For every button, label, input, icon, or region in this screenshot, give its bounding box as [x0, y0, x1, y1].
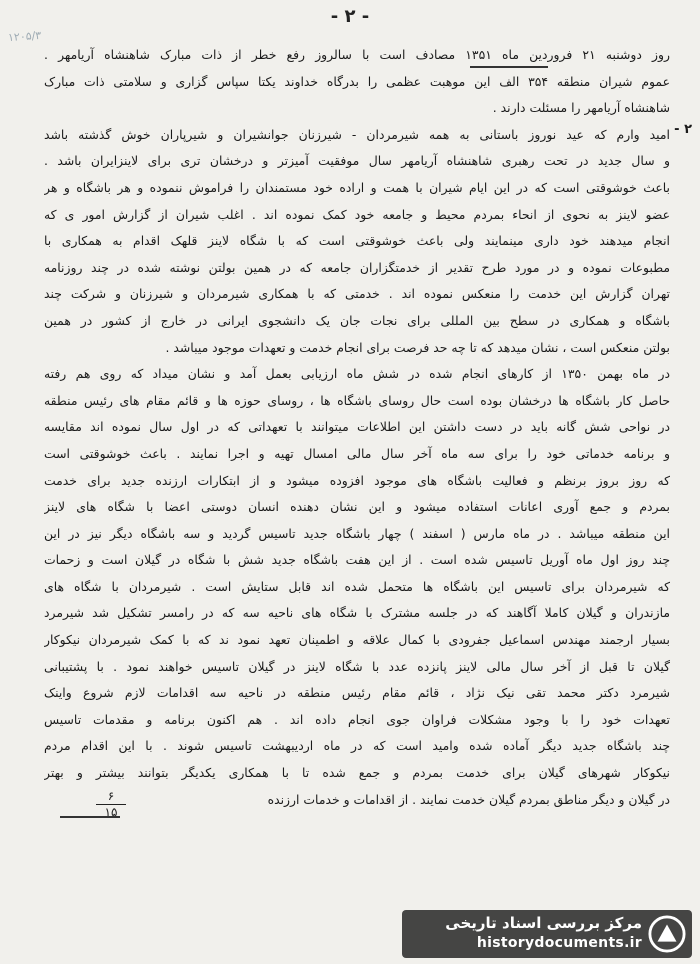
text-line: مطبوعات نموده و در مورد طرح تقدیر از خدمتگزاران جامعه که در همین بولتن نوشته شده در چند روزنامه — [44, 259, 670, 275]
watermark-url: historydocuments.ir — [476, 935, 642, 951]
text-line: نیکوکار شهرهای گیلان برای خدمت بمردم و جمع شده تا با همکاری یکدیگر بتوانند بیشتر و بهتر — [44, 765, 670, 781]
text-line: حاصل کار باشگاه ها درخشان بوده است حال روسای باشگاه ها ، روسای حوزه ها و قائم مقام های رئیس منطقه — [44, 392, 670, 408]
text-line: باشگاه و همکاری در سطح بین المللی برای نجات جان یک دانشجوی ایرانی در خارج از کشور در همین — [44, 312, 670, 328]
text-line: شیرمرد دکتر محمد تقی نیک نژاد ، قائم مقام رئیس منطقه در ناحیه سه اقدامات لازم شروع واینک — [44, 685, 670, 701]
archive-watermark — [402, 910, 692, 958]
text-line: تعهدات خود را با وجود مشکلات فراوان جوی انجام داده اند . هم اکنون برنامه و مقدمات تاسیس — [44, 711, 670, 727]
text-line: عموم شیران منطقه ۳۵۴ الف این موهبت عظمی را بدرگاه خداوند یکتا سپاس گزاری و سلامتی ذات مبارک — [44, 73, 670, 89]
text-line: بمردم و جمع آوری اعانات استفاده میشود و این نشان دهنده انسان دوستی اعضا با شگاه های لاینز — [44, 499, 670, 515]
text-line: که شیرمردان برای تاسیس این باشگاه ها متحمل شده اند قابل ستایش است . شیرمردان با شگاه های — [44, 578, 670, 594]
text-line: عضو لاینز به نحوی از انحاء بمردم محیط و جامعه خود کمک نموده اند . اغلب شیران از گزارش امور ی که — [44, 206, 670, 222]
text-line: چند باشگاه جدید دیگر آماده شده وامید است که در ماه اردیبهشت تاسیس شوند . با این اقدام مردم — [44, 738, 670, 754]
text-line: در ماه بهمن ۱۳۵۰ از کارهای انجام شده در شش ماه ارزیابی بعمل آمد و نشان میداد که روی هم رفته — [44, 366, 670, 382]
text-line: بسیار ارجمند مهندس اسماعیل جفرودی با کمال علاقه و اطمینان تعهد نمود ند که با کمک شیرمردان نیکوکار — [44, 632, 670, 648]
text-line: در نواحی شش گانه باید در دست داشتن این اطلاعات میتوانند با تعهداتی که در اول سال نموده اند مقایسه — [44, 419, 670, 435]
watermark-title: مرکز بررسی اسناد تاریخی — [445, 914, 642, 932]
page-fraction — [96, 790, 126, 819]
text-line: تهران گزارش این خدمت را منعکس نموده اند . خدمتی که با همکاری شیرمردان و شیرزنان و شرکت چند — [44, 286, 670, 302]
fraction-top: ۶ — [107, 789, 115, 803]
archive-logo-icon — [648, 915, 686, 953]
text-line: چند روز اول ماه آوریل تاسیس شده است . از این هفت باشگاه جدید شش با شگاه در گیلان است و زحمات — [44, 552, 670, 568]
text-line: گیلان تا قبل از آخر سال مالی لاینز پانزده عدد با شگاه لاینز در گیلان تاسیس خواهند نمود . با پشتیبانی — [44, 658, 670, 674]
text-line: روز دوشنبه ۲۱ فروردین ماه ۱۳۵۱ مصادف است با سالروز رفع خطر از ذات مبارک شاهنشاه آریامهر . — [44, 47, 670, 62]
text-line: انجام میدهند خود داری مینمایند ولی باعث خوشوقتی است که با شگاه لاینز قلهک اقدام به همکاری با — [44, 233, 670, 249]
text-line: باعث خوشوقتی است که در این ایام شیران با همت و اراده خود مستمندان را فراموش ننموده و هر باشگاه و هر — [44, 179, 670, 195]
page-number: - ۲ - — [330, 6, 370, 27]
document-body — [44, 42, 692, 813]
text-line: بولتن منعکس است ، نشان میدهد که تا چه حد فرصت برای انجام خدمت و تعهدات موجود میباشد . — [165, 339, 670, 355]
margin-note: ۱۲۰۵/۳ — [7, 28, 42, 45]
text-line: امید وارم که عید نوروز باستانی به همه شیرمردان - شیرزنان جوانشیران و شیرپاران خوش گذشته باشد — [44, 126, 670, 142]
text-line: و سال جدید در تحت رهبری شاهنشاه آریامهر سال موفقیت آمیزتر و درخشان تری برای لاینزایران باشد . — [44, 153, 670, 169]
text-line: مازندران و گیلان کاملا آگاهند که در جلسه مشترک با شگاه های ناحیه سه که در رامسر تشکیل شد شیرمرد — [44, 605, 670, 621]
text-line: که روز بروز برنظم و فعالیت باشگاه های موجود افزوده میشود و از ابتکارات ارزنده جدید برای خدمت — [44, 472, 670, 488]
text-line: این منطقه میباشد . در ماه مارس ( اسفند ) چهار باشگاه جدید تاسیس گردید و سه باشگاه دیگر نیز در این — [44, 525, 670, 541]
text-line: و برنامه خدماتی خود را برای سه ماه آخر سال مالی امسال تهیه و اجرا نمایند . باعث خوشوقتی است — [44, 445, 670, 461]
text-line: شاهنشاه آریامهر را مسئلت دارند . — [492, 100, 670, 116]
text-line: در گیلان و دیگر مناطق بمردم گیلان خدمت نمایند . از اقدامات و خدمات ارزنده — [267, 791, 670, 807]
paragraph-number: ۲ - — [674, 121, 692, 137]
fraction-bottom: ۱۵ — [104, 805, 118, 819]
